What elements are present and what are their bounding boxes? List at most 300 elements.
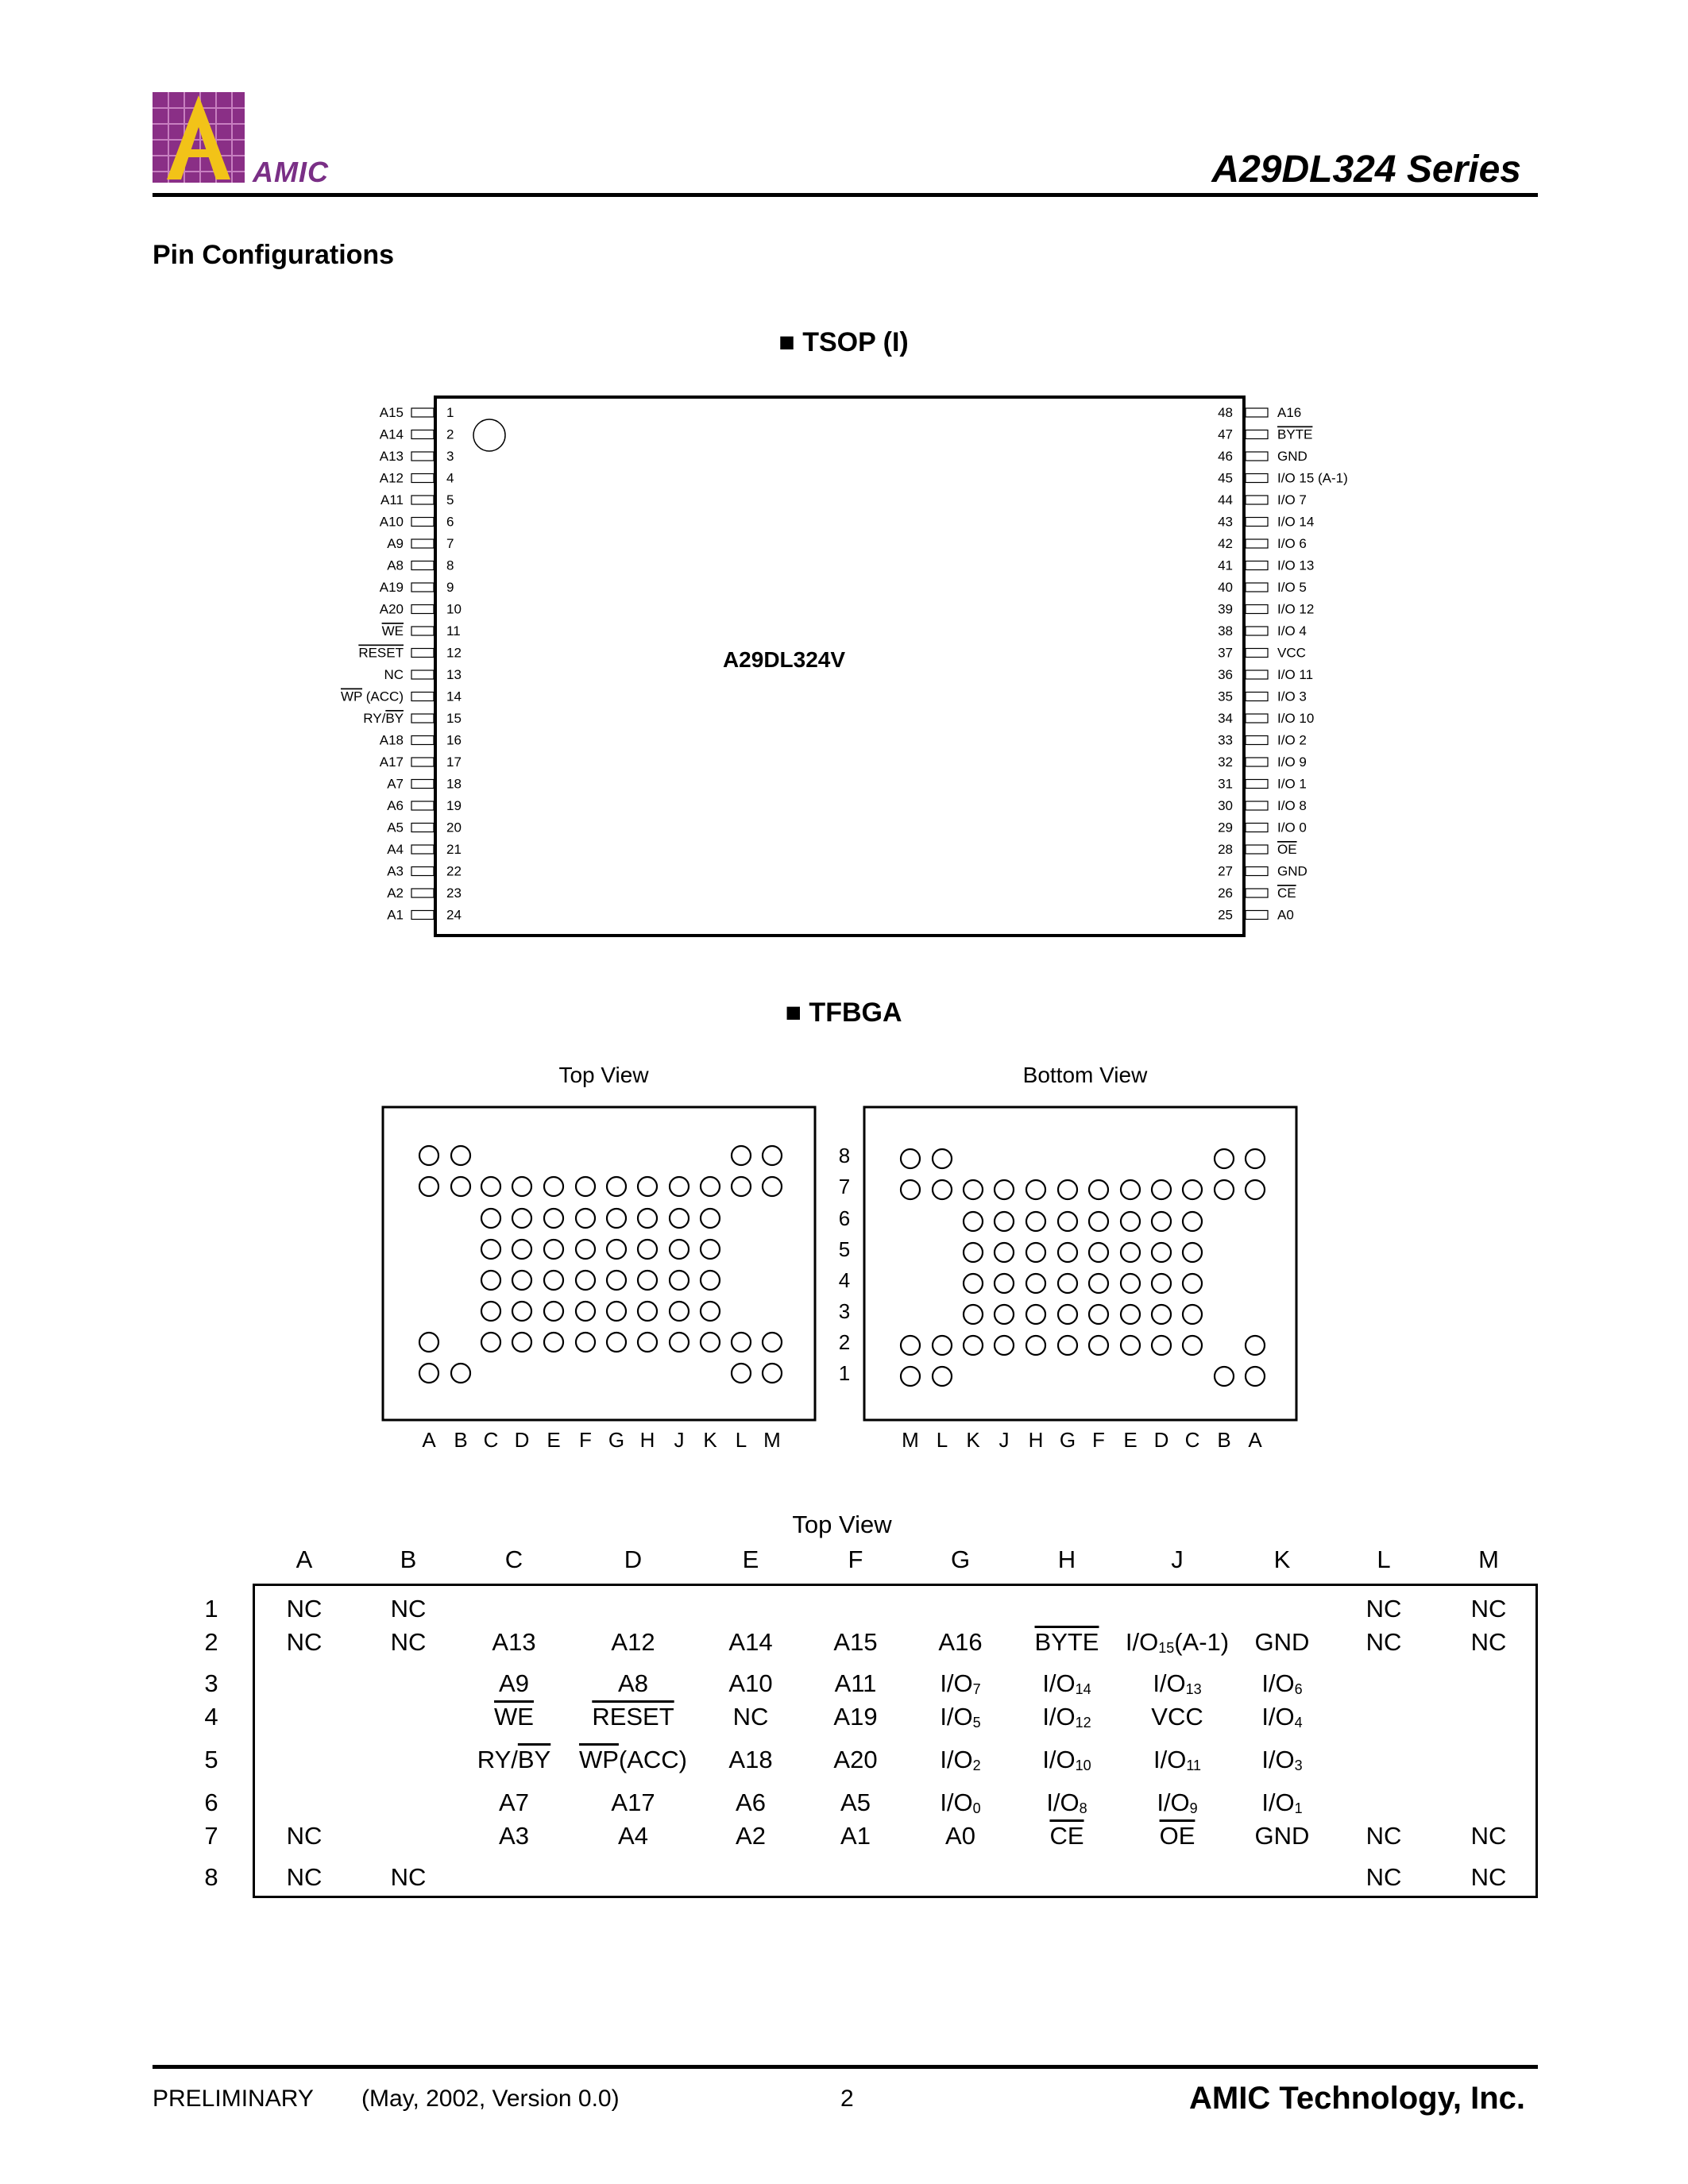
pin-number: 47 <box>1218 426 1233 442</box>
ball <box>1089 1243 1108 1262</box>
ball <box>1058 1243 1077 1262</box>
pin-lead <box>411 670 434 679</box>
ball <box>576 1177 595 1196</box>
bga-col-label: F <box>1092 1428 1105 1452</box>
pin-number: 41 <box>1218 558 1233 573</box>
table-row-number: 3 <box>204 1669 218 1697</box>
pin-lead <box>411 714 434 723</box>
pin-lead <box>411 605 434 614</box>
bga-col-label: M <box>763 1428 781 1452</box>
pin-lead <box>411 780 434 789</box>
bga-col-label: E <box>1123 1428 1138 1452</box>
top-view-label: Top View <box>558 1063 649 1087</box>
pin-number: 48 <box>1218 405 1233 420</box>
bga-col-label: H <box>1028 1428 1044 1452</box>
table-row-number: 1 <box>204 1595 218 1623</box>
pin-number: 27 <box>1218 863 1233 879</box>
table-col-header: E <box>742 1545 759 1573</box>
pin-lead <box>1246 627 1268 635</box>
ball <box>1183 1243 1202 1262</box>
ball <box>1058 1336 1077 1355</box>
ball <box>544 1209 563 1228</box>
pin-name: NC <box>384 667 404 682</box>
pin-lead <box>1246 518 1268 527</box>
amic-logo <box>153 92 245 183</box>
ball-cell: A10 <box>728 1669 773 1697</box>
pin-lead <box>411 452 434 461</box>
ball <box>670 1209 689 1228</box>
ball <box>607 1302 626 1321</box>
bga-col-label: B <box>1217 1428 1231 1452</box>
ball-cell: NC <box>1470 1822 1507 1850</box>
pin-lead <box>1246 889 1268 897</box>
pin-number: 10 <box>446 601 462 617</box>
pin-name: I/O 6 <box>1277 536 1307 551</box>
ball <box>670 1302 689 1321</box>
ball <box>670 1177 689 1196</box>
pin-name: A18 <box>379 732 404 748</box>
ball-cell: A3 <box>499 1822 529 1850</box>
ball <box>638 1240 657 1259</box>
pin-lead <box>1246 867 1268 876</box>
ball-cell: $I/O_{14}$ <box>1042 1669 1091 1697</box>
ball <box>481 1333 500 1352</box>
ball <box>1183 1336 1202 1355</box>
pin-lead <box>411 518 434 527</box>
ball <box>1183 1274 1202 1293</box>
series-title: A29DL324 Series <box>1211 149 1521 191</box>
bga-col-label: A <box>1248 1428 1262 1452</box>
ball <box>1026 1274 1045 1293</box>
pin-name: I/O 3 <box>1277 689 1307 704</box>
ball <box>607 1209 626 1228</box>
pin-name: A6 <box>387 798 404 813</box>
ball <box>512 1209 531 1228</box>
ball <box>576 1271 595 1290</box>
ball <box>701 1271 720 1290</box>
ball-cell: NC <box>286 1595 323 1623</box>
pin-number: 38 <box>1218 623 1233 639</box>
pin-number: 45 <box>1218 470 1233 486</box>
ball <box>933 1180 952 1199</box>
ball-cell: A11 <box>834 1669 877 1697</box>
pin-number: 39 <box>1218 601 1233 617</box>
ball <box>607 1271 626 1290</box>
ball-cell: A1 <box>840 1822 871 1850</box>
pin-name: RY/BY <box>363 711 404 726</box>
pin-number: 11 <box>446 623 461 639</box>
pin-name: A1 <box>387 907 404 923</box>
pin-number: 20 <box>446 820 462 835</box>
tfbga-diagram <box>373 1096 1327 1461</box>
pin-lead <box>1246 430 1268 439</box>
ball <box>1121 1243 1140 1262</box>
ball <box>701 1302 720 1321</box>
ball <box>732 1333 751 1352</box>
ball-cell: $I/O_4$ <box>1261 1703 1303 1731</box>
pin-number: 26 <box>1218 886 1233 901</box>
pin-number: 43 <box>1218 514 1233 530</box>
pin-number: 35 <box>1218 689 1233 704</box>
bga-col-label: K <box>966 1428 980 1452</box>
pin-name: A11 <box>380 492 404 507</box>
pin-number: 16 <box>446 732 462 748</box>
ball <box>732 1177 751 1196</box>
ball <box>1246 1367 1265 1386</box>
ball <box>607 1333 626 1352</box>
table-col-header: M <box>1478 1545 1499 1573</box>
ball <box>638 1209 657 1228</box>
table-title: Top View <box>792 1511 892 1538</box>
ball <box>732 1146 751 1165</box>
pin-name: A10 <box>379 514 404 530</box>
ball-cell: A20 <box>833 1746 878 1773</box>
ball <box>481 1271 500 1290</box>
ball-cell: A14 <box>728 1628 773 1656</box>
ball <box>451 1364 470 1383</box>
table-row-number: 7 <box>204 1822 218 1850</box>
ball <box>964 1243 983 1262</box>
pin-number: 30 <box>1218 798 1233 813</box>
ball <box>901 1367 920 1386</box>
pin-name: A16 <box>1277 405 1302 420</box>
pin-number: 7 <box>446 536 454 551</box>
pin-number: 40 <box>1218 580 1233 595</box>
ball <box>670 1240 689 1259</box>
ball <box>607 1240 626 1259</box>
pin-number: 46 <box>1218 449 1233 464</box>
ball <box>1089 1305 1108 1324</box>
bga-row-label: 3 <box>838 1299 851 1323</box>
ball <box>544 1302 563 1321</box>
footer-status: PRELIMINARY <box>153 2086 314 2112</box>
ball-cell: NC <box>390 1628 427 1656</box>
ball-cell: $I/O_6$ <box>1261 1669 1303 1697</box>
pin-number: 4 <box>446 470 454 486</box>
ball <box>1121 1336 1140 1355</box>
pin-name: I/O 10 <box>1277 711 1315 726</box>
ball-cell: A0 <box>945 1822 975 1850</box>
pin-lead <box>411 539 434 548</box>
ball-cell: $I/O_{15}(A-1)$ <box>1125 1628 1230 1656</box>
ball-cell: $I/O_1$ <box>1261 1788 1303 1816</box>
ball-cell: A2 <box>736 1822 766 1850</box>
pin-number: 6 <box>446 514 454 530</box>
pin-number: 24 <box>446 907 462 923</box>
pin-lead <box>1246 911 1268 920</box>
pin-lead <box>1246 736 1268 745</box>
pin-lead <box>411 474 434 483</box>
ball <box>481 1209 500 1228</box>
ball <box>701 1209 720 1228</box>
pin-number: 44 <box>1218 492 1233 507</box>
table-col-header: D <box>624 1545 643 1573</box>
ball-cell: A7 <box>499 1788 529 1816</box>
ball <box>933 1367 952 1386</box>
bga-row-label: 2 <box>838 1330 851 1354</box>
ball-cell: NC <box>732 1703 769 1731</box>
ball-cell: NC <box>1470 1628 1507 1656</box>
pin-name: RESET <box>358 645 404 661</box>
ball <box>481 1177 500 1196</box>
ball <box>419 1364 438 1383</box>
ball <box>1121 1180 1140 1199</box>
bga-row-label: 7 <box>838 1175 851 1198</box>
ball <box>964 1180 983 1199</box>
ball <box>1183 1180 1202 1199</box>
table-col-header: C <box>504 1545 523 1573</box>
table-row-number: 2 <box>204 1628 218 1656</box>
ball <box>901 1149 920 1168</box>
ball <box>995 1180 1014 1199</box>
ball <box>638 1271 657 1290</box>
table-col-header: H <box>1057 1545 1076 1573</box>
ball <box>901 1336 920 1355</box>
ball <box>512 1240 531 1259</box>
logo-wordmark: AMIC <box>253 156 329 188</box>
ball <box>1246 1336 1265 1355</box>
ball <box>1183 1305 1202 1324</box>
ball-cell: NC <box>1470 1595 1507 1623</box>
ball <box>638 1302 657 1321</box>
ball-cell: $\overline{OE}$ <box>1159 1822 1196 1850</box>
ball <box>670 1271 689 1290</box>
bga-col-label: D <box>514 1428 530 1452</box>
ball <box>1026 1243 1045 1262</box>
pin-number: 5 <box>446 492 454 507</box>
pin-name: I/O 4 <box>1277 623 1307 639</box>
section-title: Pin Configurations <box>153 240 395 270</box>
pin-number: 23 <box>446 886 462 901</box>
ball <box>1026 1305 1045 1324</box>
ball <box>1246 1149 1265 1168</box>
footer-company: AMIC Technology, Inc. <box>1189 2081 1525 2116</box>
pin-number: 8 <box>446 558 454 573</box>
bga-col-label: L <box>936 1428 948 1452</box>
pin1-marker <box>473 419 505 451</box>
ball-cell: A6 <box>736 1788 766 1816</box>
pin-number: 22 <box>446 863 462 879</box>
pin-number: 12 <box>446 645 462 661</box>
ball-cell: A8 <box>618 1669 648 1697</box>
table-col-header: J <box>1171 1545 1184 1573</box>
pin-name: A17 <box>379 754 404 770</box>
ball <box>964 1336 983 1355</box>
pin-number: 28 <box>1218 842 1233 857</box>
pin-number: 31 <box>1218 776 1233 792</box>
pin-name: WE <box>381 623 404 639</box>
ball <box>451 1146 470 1165</box>
bga-col-label: K <box>703 1428 717 1452</box>
ball-cell: A4 <box>618 1822 648 1850</box>
bottom-view-label: Bottom View <box>1022 1063 1148 1087</box>
ball <box>995 1243 1014 1262</box>
pin-number: 25 <box>1218 907 1233 923</box>
bga-col-label: M <box>902 1428 919 1452</box>
bga-col-label: A <box>422 1428 436 1452</box>
ball <box>763 1333 782 1352</box>
ball-cell: $I/O_0$ <box>940 1788 981 1816</box>
pin-lead <box>1246 670 1268 679</box>
ball-cell: A15 <box>833 1628 878 1656</box>
ball-cell: BYTE <box>1034 1628 1099 1656</box>
ball <box>1152 1180 1171 1199</box>
ball-cell: GND <box>1254 1822 1310 1850</box>
ball <box>1058 1212 1077 1231</box>
ball-cell: $\overline{CE}$ <box>1049 1822 1084 1850</box>
pin-lead <box>1246 561 1268 570</box>
ball <box>638 1177 657 1196</box>
ball <box>901 1180 920 1199</box>
ball-cell: NC <box>390 1863 427 1891</box>
ball <box>512 1271 531 1290</box>
ball <box>481 1302 500 1321</box>
ball <box>451 1177 470 1196</box>
bga-col-label: E <box>547 1428 561 1452</box>
ball-cell: $I/O_9$ <box>1157 1788 1198 1816</box>
table-col-header: K <box>1273 1545 1291 1573</box>
pin-lead <box>411 496 434 504</box>
pin-number: 29 <box>1218 820 1233 835</box>
ball <box>1246 1180 1265 1199</box>
bga-col-label: G <box>608 1428 625 1452</box>
ball <box>964 1274 983 1293</box>
bga-row-label: 5 <box>838 1237 851 1261</box>
ball <box>1058 1274 1077 1293</box>
bga-row-label: 6 <box>838 1206 851 1230</box>
table-row-number: 8 <box>204 1863 218 1891</box>
pin-lead <box>411 889 434 897</box>
ball <box>1058 1305 1077 1324</box>
pin-lead <box>1246 801 1268 810</box>
pin-name: I/O 2 <box>1277 732 1307 748</box>
pin-lead <box>411 408 434 417</box>
ball <box>1121 1274 1140 1293</box>
ball <box>933 1336 952 1355</box>
ball <box>1089 1336 1108 1355</box>
pin-name: A14 <box>379 426 404 442</box>
pin-lead <box>411 649 434 658</box>
table-row-number: 5 <box>204 1746 218 1773</box>
bga-col-label: H <box>639 1428 655 1452</box>
ball <box>607 1177 626 1196</box>
footer-rule <box>153 2065 1538 2069</box>
bga-col-label: J <box>999 1428 1010 1452</box>
table-col-header: G <box>950 1545 971 1573</box>
ball-cell: $I/O_{13}$ <box>1153 1669 1202 1697</box>
pin-name: A2 <box>387 886 404 901</box>
pin-name: WP (ACC) <box>340 689 404 704</box>
pin-number: 42 <box>1218 536 1233 551</box>
ball <box>1152 1274 1171 1293</box>
bga-col-label: B <box>454 1428 468 1452</box>
ball <box>1152 1336 1171 1355</box>
ball-cell: $I/O_{11}$ <box>1153 1746 1202 1773</box>
ball <box>544 1333 563 1352</box>
pin-lead <box>411 911 434 920</box>
ball-cell: VCC <box>1151 1703 1203 1731</box>
pin-name: A9 <box>387 536 404 551</box>
ball-cell: A18 <box>728 1746 773 1773</box>
pin-lead <box>1246 649 1268 658</box>
ball-cell: $I/O_3$ <box>1261 1746 1303 1773</box>
bga-col-label: C <box>1184 1428 1200 1452</box>
ball-cell: $I/O_8$ <box>1046 1788 1087 1816</box>
pin-name: A13 <box>379 449 404 464</box>
ball-cell: A5 <box>840 1788 871 1816</box>
ball-cell: $I/O_2$ <box>940 1746 981 1773</box>
pin-number: 32 <box>1218 754 1233 770</box>
table-col-header: F <box>848 1545 863 1573</box>
ball <box>995 1305 1014 1324</box>
table-frame <box>253 1584 1538 1898</box>
bga-col-label: D <box>1153 1428 1169 1452</box>
ball <box>995 1274 1014 1293</box>
pin-lead <box>1246 824 1268 832</box>
ball-cell: $I/O_{10}$ <box>1042 1746 1091 1773</box>
pin-lead <box>411 845 434 854</box>
pin-lead <box>411 801 434 810</box>
ball-cell: $I/O_{12}$ <box>1042 1703 1091 1731</box>
ball <box>995 1212 1014 1231</box>
ball <box>1215 1149 1234 1168</box>
pin-lead <box>1246 583 1268 592</box>
pin-number: 9 <box>446 580 454 595</box>
pin-number: 19 <box>446 798 462 813</box>
ball-cell: GND <box>1254 1628 1310 1656</box>
ball <box>544 1177 563 1196</box>
pin-lead <box>1246 605 1268 614</box>
ball <box>701 1177 720 1196</box>
pin-name: I/O 1 <box>1277 776 1307 792</box>
ball <box>1152 1243 1171 1262</box>
ball <box>1152 1212 1171 1231</box>
bga-col-label: J <box>674 1428 685 1452</box>
table-row-number: 6 <box>204 1788 218 1816</box>
ball <box>576 1209 595 1228</box>
pin-number: 18 <box>446 776 462 792</box>
pin-name: OE <box>1277 842 1297 857</box>
ball <box>512 1177 531 1196</box>
pin-lead <box>411 627 434 635</box>
pin-number: 15 <box>446 711 462 726</box>
pin-lead <box>1246 714 1268 723</box>
footer-date-version: (May, 2002, Version 0.0) <box>361 2086 620 2112</box>
ball <box>544 1240 563 1259</box>
ball <box>1215 1180 1234 1199</box>
ball <box>576 1240 595 1259</box>
pin-lead <box>411 583 434 592</box>
ball-cell: A19 <box>833 1703 878 1731</box>
ball-cell: NC <box>1470 1863 1507 1891</box>
pin-number: 14 <box>446 689 462 704</box>
pin-name: BYTE <box>1277 426 1313 442</box>
pin-lead <box>411 824 434 832</box>
ball <box>1089 1274 1108 1293</box>
ball <box>995 1336 1014 1355</box>
pin-name: I/O 7 <box>1277 492 1307 507</box>
pin-lead <box>1246 496 1268 504</box>
pin-lead <box>411 693 434 701</box>
ball <box>964 1212 983 1231</box>
pin-name: I/O 13 <box>1277 558 1315 573</box>
pin-name: A19 <box>379 580 404 595</box>
pin-name: I/O 15 (A-1) <box>1277 470 1348 486</box>
ball <box>1058 1180 1077 1199</box>
ball-cell: A9 <box>499 1669 529 1697</box>
pin-number: 17 <box>446 754 462 770</box>
pin-number: 3 <box>446 449 454 464</box>
